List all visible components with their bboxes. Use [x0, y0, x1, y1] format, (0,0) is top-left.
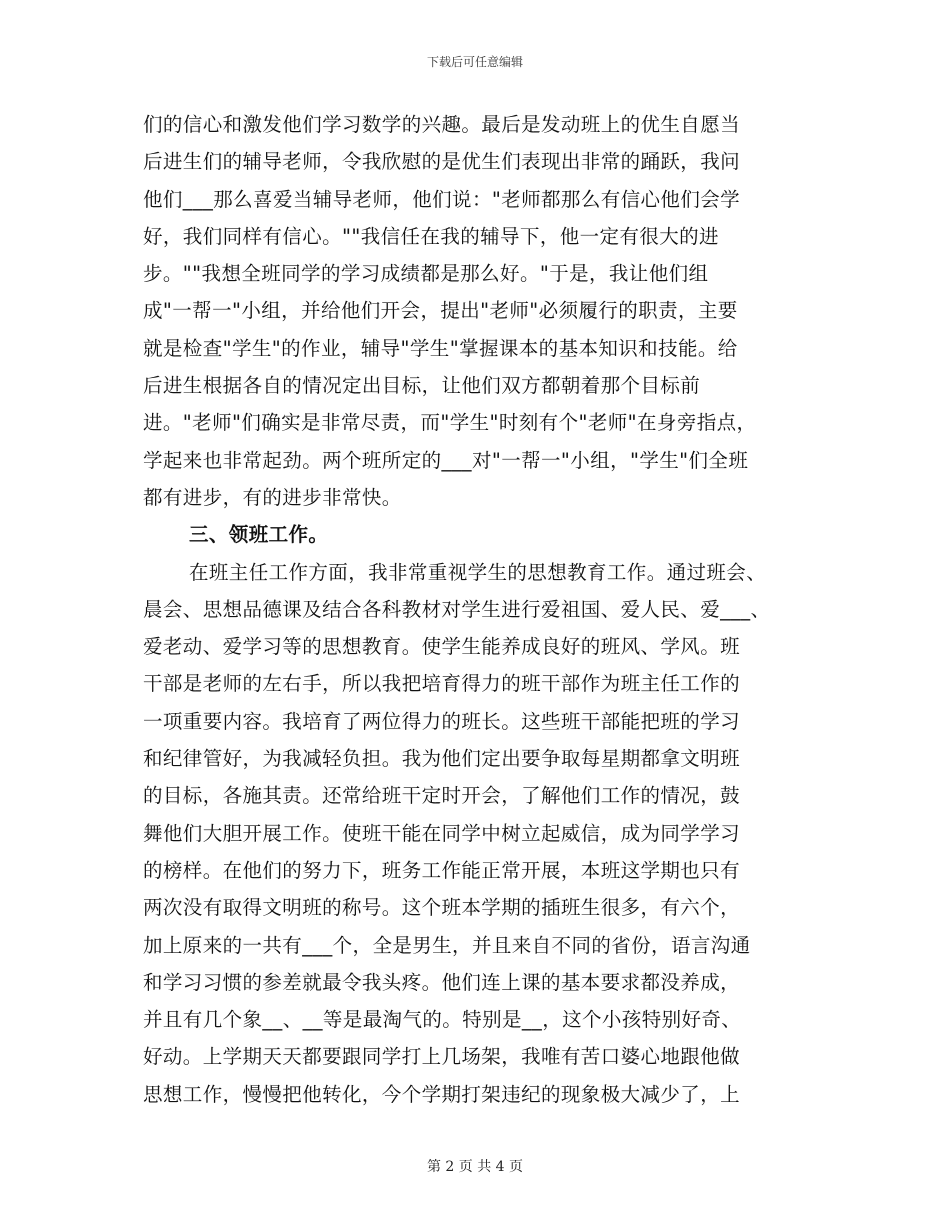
text-line: 成"一帮一"小组，并给他们开会，提出"老师"必须履行的职责，主要	[143, 299, 738, 323]
text-line: 学起来也非常起劲。两个班所定的___对"一帮一"小组，"学生"们全班	[143, 448, 749, 472]
text-line: 好，我们同样有信心。""我信任在我的辅导下，他一定有很大的进	[143, 224, 719, 248]
text-line: 都有进步，有的进步非常快。	[143, 485, 402, 509]
text-line: 爱老动、爱学习等的思想教育。使学生能养成良好的班风、学风。班	[143, 635, 741, 659]
text-line: 并且有几个象__、__等是最淘气的。特别是__，这个小孩特别好奇、	[143, 1008, 742, 1032]
text-line: 晨会、思想品德课及结合各科教材对学生进行爱祖国、爱人民、爱___、	[143, 597, 771, 621]
text-line: 和纪律管好，为我减轻负担。我为他们定出要争取每星期都拿文明班	[143, 747, 741, 771]
page-header: 下载后可任意编辑	[426, 55, 523, 69]
text-line: 思想工作，慢慢把他转化，今个学期打架违纪的现象极大减少了，上	[143, 1082, 741, 1106]
text-line: 后进生们的辅导老师，令我欣慰的是优生们表现出非常的踊跃，我问	[143, 150, 741, 174]
text-line: 他们___那么喜爱当辅导老师，他们说："老师都那么有信心他们会学	[143, 187, 741, 211]
text-line: 舞他们大胆开展工作。使班干能在同学中树立起威信，成为同学学习	[143, 821, 741, 845]
text-line: 和学习习惯的参差就最令我头疼。他们连上课的基本要求都没养成，	[143, 970, 741, 994]
document-body	[143, 106, 823, 1113]
text-line: 好动。上学期天天都要跟同学打上几场架，我唯有苦口婆心地跟他做	[143, 1045, 741, 1069]
page-footer: 第 2 页 共 4 页	[426, 1159, 524, 1175]
text-line: 就是检查"学生"的作业，辅导"学生"掌握课本的基本知识和技能。给	[143, 336, 738, 360]
text-line: 两次没有取得文明班的称号。这个班本学期的插班生很多，有六个，	[143, 896, 741, 920]
text-line: 进。"老师"们确实是非常尽责，而"学生"时刻有个"老师"在身旁指点，	[143, 411, 757, 435]
text-line: 一项重要内容。我培育了两位得力的班长。这些班干部能把班的学习	[143, 709, 741, 733]
section-heading: 三、领班工作。	[189, 523, 329, 547]
text-line: 们的信心和激发他们学习数学的兴趣。最后是发动班上的优生自愿当	[143, 113, 741, 136]
text-line: 加上原来的一共有___个，全是男生，并且来自不同的省份，语言沟通	[143, 933, 751, 957]
text-line: 后进生根据各自的情况定出目标，让他们双方都朝着那个目标前	[143, 374, 701, 398]
text-line: 步。""我想全班同学的学习成绩都是那么好。"于是，我让他们组	[143, 262, 709, 286]
text-line: 干部是老师的左右手，所以我把培育得力的班干部作为班主任工作的	[143, 672, 741, 696]
text-line: 的榜样。在他们的努力下，班务工作能正常开展，本班这学期也只有	[143, 858, 741, 882]
paragraph-first-line: 在班主任工作方面，我非常重视学生的思想教育工作。通过班会、	[189, 560, 767, 584]
text-line: 的目标，各施其责。还常给班干定时开会，了解他们工作的情况，鼓	[143, 784, 741, 808]
